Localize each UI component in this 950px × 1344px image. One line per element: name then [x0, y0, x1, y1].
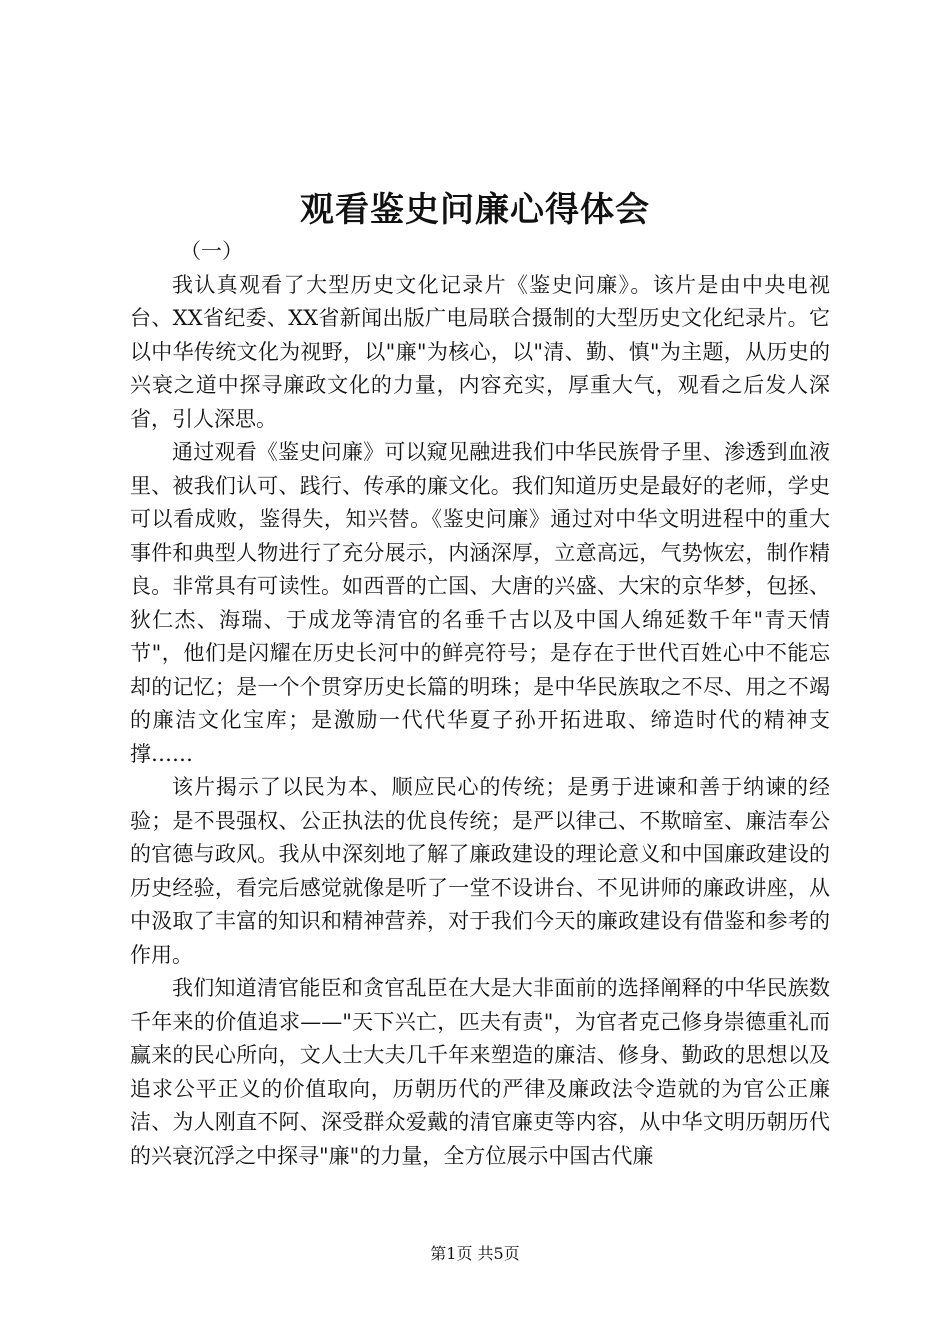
- paragraph-1: 我认真观看了大型历史文化记录片《鉴史问廉》。该片是由中央电视台、XX省纪委、XX省新闻出版广电局联合摄制的大型历史文化纪录片。它以中华传统文化为视野，以"廉"为核心，以"清、勤、慎"为主题，从历史的兴衰之道中探寻廉政文化的力量，内容充实，厚重大气，观看之后发人深省，引人深思。: [130, 272, 830, 431]
- page-number-footer: 第1页 共5页: [430, 1244, 520, 1263]
- document-title: 观看鉴史问廉心得体会: [300, 190, 650, 230]
- paragraph-4: 我们知道清官能臣和贪官乱臣在大是大非面前的选择阐释的中华民族数千年来的价值追求——"天下兴亡，匹夫有责"，为官者克己修身崇德重礼而赢来的民心所向，文人士大夫几千年来塑造的廉洁、修身、勤政的思想以及追求公平正义的价值取向，历朝历代的严律及廉政法令造就的为官公正廉洁、为人刚直不阿、深受群众爱戴的清官廉吏等内容，从中华文明历朝历代的兴衰沉浮之中探寻"廉"的力量，全方位展示中国古代廉: [130, 976, 830, 1168]
- paragraph-3: 该片揭示了以民为本、顺应民心的传统；是勇于进谏和善于纳谏的经验；是不畏强权、公正执法的优良传统；是严以律己、不欺暗室、廉洁奉公的官德与政风。我从中深刻地了解了廉政建设的理论意义和中国廉政建设的历史经验，看完后感觉就像是听了一堂不设讲台、不见讲师的廉政讲座，从中汲取了丰富的知识和精神营养，对于我们今天的廉政建设有借鉴和参考的作用。: [130, 775, 830, 967]
- section-label: （一）: [180, 239, 243, 263]
- document-body: [130, 235, 830, 1173]
- paragraph-2: 通过观看《鉴史问廉》可以窥见融进我们中华民族骨子里、渗透到血液里、被我们认可、践行、传承的廉文化。我们知道历史是最好的老师，学史可以看成败，鉴得失，知兴替。《鉴史问廉》通过对中华文明进程中的重大事件和典型人物进行了充分展示，内涵深厚，立意高远，气势恢宏，制作精良。非常具有可读性。如西晋的亡国、大唐的兴盛、大宋的京华梦，包拯、狄仁杰、海瑞、于成龙等清官的名垂千古以及中国人绵延数千年"青天情节"，他们是闪耀在历史长河中的鲜亮符号；是存在于世代百姓心中不能忘却的记忆；是一个个贯穿历史长篇的明珠；是中华民族取之不尽、用之不竭的廉洁文化宝库；是激励一代代华夏子孙开拓进取、缔造时代的精神支撑……: [130, 440, 830, 766]
